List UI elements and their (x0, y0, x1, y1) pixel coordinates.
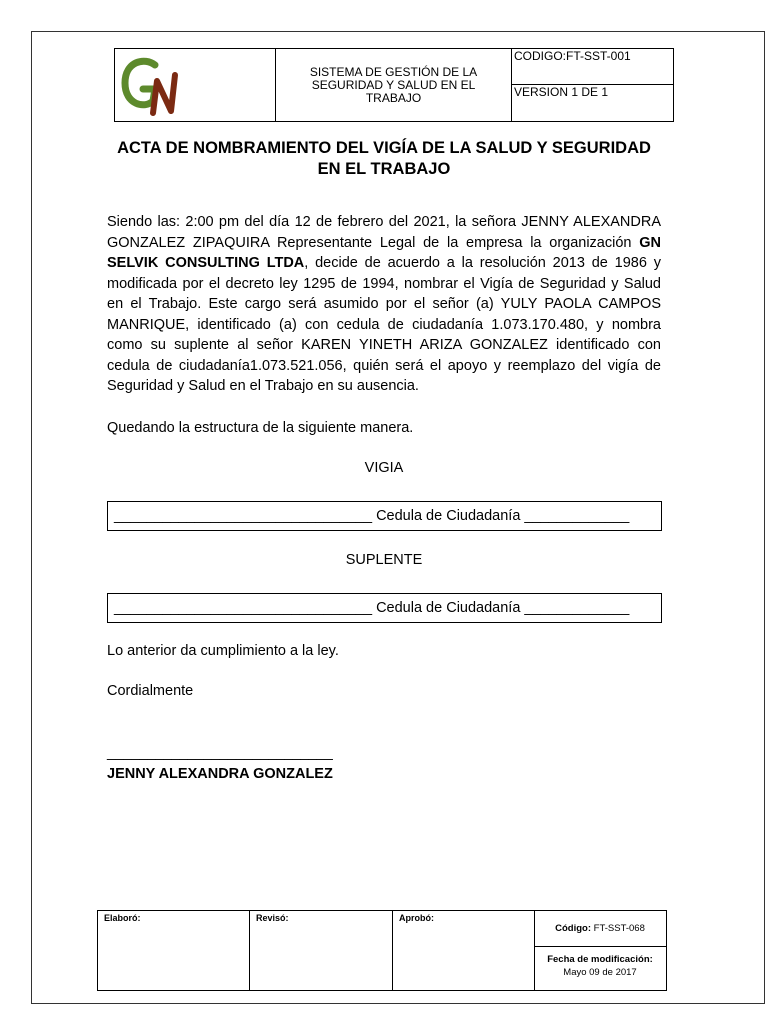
body-paragraph (107, 212, 661, 397)
closing-text: Cordialmente (107, 683, 194, 699)
footer-date-label: Fecha de modificación: (547, 954, 653, 965)
aprobo-label: Aprobó: (399, 913, 434, 923)
document-title: ACTA DE NOMBRAMIENTO DEL VIGÍA DE LA SALUD Y SEGURIDAD EN EL TRABAJO (117, 139, 651, 178)
suplente-signature-field: ________________________________ Cedula de Ciudadanía _____________ (107, 593, 662, 623)
reviso-cell (250, 911, 393, 990)
code-version-cell (512, 49, 673, 121)
suplente-label: SUPLENTE (345, 552, 423, 568)
company-logo (115, 51, 195, 121)
body-text-pre: Siendo las: 2:00 pm del día 12 de febrero del 2021, la señora JENNY ALEXANDRA GONZALEZ ZIPAQUIRA Representante Legal de la empresa la organización (107, 214, 661, 251)
footer-date-value: Mayo 09 de 2017 (563, 967, 637, 978)
footer-code-label: Código: (555, 923, 592, 934)
signature-line: ____________________________ (107, 745, 333, 761)
footer-date (534, 947, 666, 990)
elaboro-label: Elaboró: (104, 913, 141, 923)
code-date-cell (534, 911, 666, 990)
vigia-signature-field: ________________________________ Cedula de Ciudadanía _____________ (107, 501, 662, 531)
footer-code (534, 911, 666, 947)
elaboro-cell (98, 911, 250, 990)
company-name: GN SELVIK CONSULTING LTDA (107, 234, 661, 271)
approval-footer-table (97, 910, 667, 991)
system-title: SISTEMA DE GESTIÓN DE LA SEGURIDAD Y SALUD EN EL TRABAJO (276, 49, 512, 121)
document-header (114, 48, 674, 122)
vigia-label: VIGIA (364, 460, 404, 476)
body-text-post: , decide de acuerdo a la resolución 2013 de 1986 y modificada por el decreto ley 1295 de 1994, nombrar el Vigía de Seguridad y Salud en el Trabajo. Este cargo será asumido por el señor (a) YULY PAOLA CAMPOS MANRIQUE, identificado (a) con cedula de ciudadanía 1.073.170.480, y nombra como su suplente al señor KAREN YINETH ARIZA GONZALEZ identificado con cedula de ciudadanía1.073.521.056, quién será el apoyo y reemplazo del vigía de Seguridad y Salud en el Trabajo en su ausencia. (107, 255, 661, 394)
reviso-label: Revisó: (256, 913, 289, 923)
logo-cell (115, 49, 276, 121)
document-code: CODIGO:FT-SST-001 (512, 49, 673, 85)
aprobo-cell (393, 911, 535, 990)
footer-code-value: FT-SST-068 (593, 923, 645, 934)
structure-intro: Quedando la estructura de la siguiente manera. (107, 420, 414, 436)
compliance-text: Lo anterior da cumplimiento a la ley. (107, 643, 339, 659)
signer-name: JENNY ALEXANDRA GONZALEZ (107, 766, 333, 782)
document-version: VERSION 1 DE 1 (514, 85, 609, 99)
